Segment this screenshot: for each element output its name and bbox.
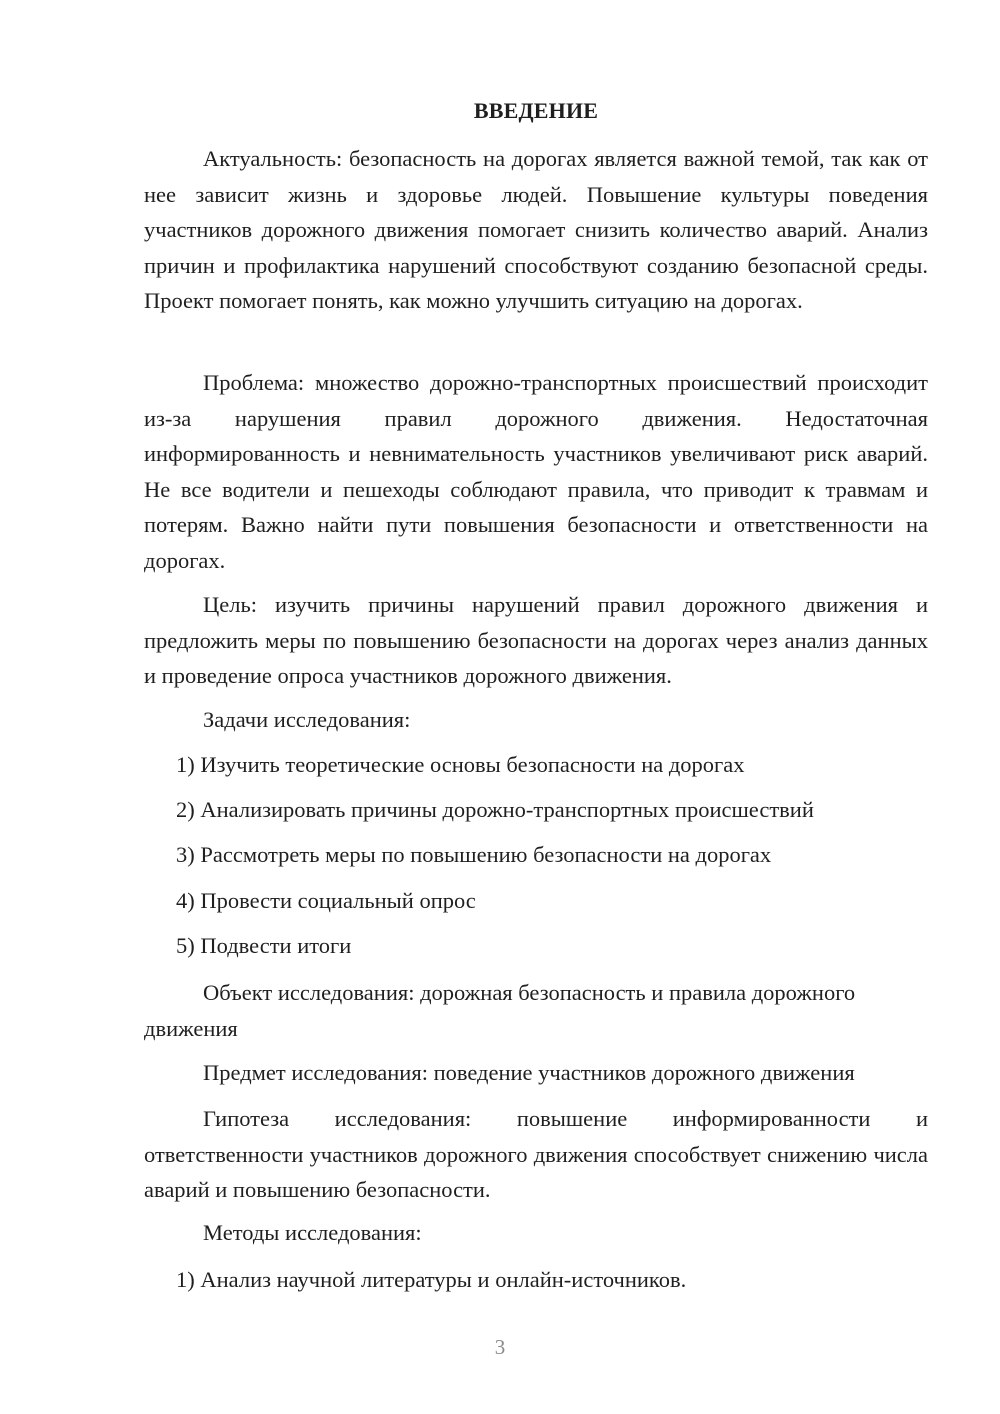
hypothesis-paragraph: Гипотеза исследования: повышение информированности и ответственности участников дорожного движения способствует снижению числа аварий и повышению безопасности. xyxy=(144,1106,928,1202)
tasks-heading-section xyxy=(144,702,928,738)
task-list-item: 5) Подвести итоги xyxy=(176,933,352,958)
methods-heading: Методы исследования: xyxy=(203,1220,422,1245)
task-list-item: 1) Изучить теоретические основы безопасности на дорогах xyxy=(176,752,745,777)
methods-heading-section xyxy=(144,1215,928,1251)
page-number: 3 xyxy=(494,1335,506,1359)
goal-section xyxy=(144,587,928,694)
problem-paragraph: Проблема: множество дорожно-транспортных происшествий происходит из-за нарушения правил дорожного движения. Недостаточная информированность и невнимательность участников увеличивают риск аварий. Не все водители и пешеходы соблюдают правила, что приводит к травмам и потерям. Важно найти пути повышения безопасности и ответственности на дорогах. xyxy=(144,370,928,573)
task-list-item: 3) Рассмотреть меры по повышению безопасности на дорогах xyxy=(176,842,772,867)
task-list-item: 2) Анализировать причины дорожно-транспортных происшествий xyxy=(176,797,814,822)
hypothesis-section xyxy=(144,1101,928,1208)
problem-section xyxy=(144,365,928,578)
page-title: ВВЕДЕНИЕ xyxy=(473,98,599,123)
subject-paragraph: Предмет исследования: поведение участников дорожного движения xyxy=(203,1060,855,1085)
relevance-paragraph: Актуальность: безопасность на дорогах является важной темой, так как от нее зависит жизнь и здоровье людей. Повышение культуры поведения участников дорожного движения помогает снизить количество аварий. Анализ причин и профилактика нарушений способствуют созданию безопасной среды. Проект помогает понять, как можно улучшить ситуацию на дорогах. xyxy=(144,146,928,313)
task-list-item: 4) Провести социальный опрос xyxy=(176,888,476,913)
goal-paragraph: Цель: изучить причины нарушений правил дорожного движения и предложить меры по повышению безопасности на дорогах через анализ данных и проведение опроса участников дорожного движения. xyxy=(144,592,928,688)
object-section xyxy=(144,975,928,1046)
method-list-item: 1) Анализ научной литературы и онлайн-источников. xyxy=(176,1267,687,1292)
tasks-heading: Задачи исследования: xyxy=(203,707,411,732)
relevance-section xyxy=(144,141,928,319)
object-paragraph: Объект исследования: дорожная безопасность и правила дорожного движения xyxy=(144,980,856,1041)
subject-section xyxy=(144,1055,928,1091)
